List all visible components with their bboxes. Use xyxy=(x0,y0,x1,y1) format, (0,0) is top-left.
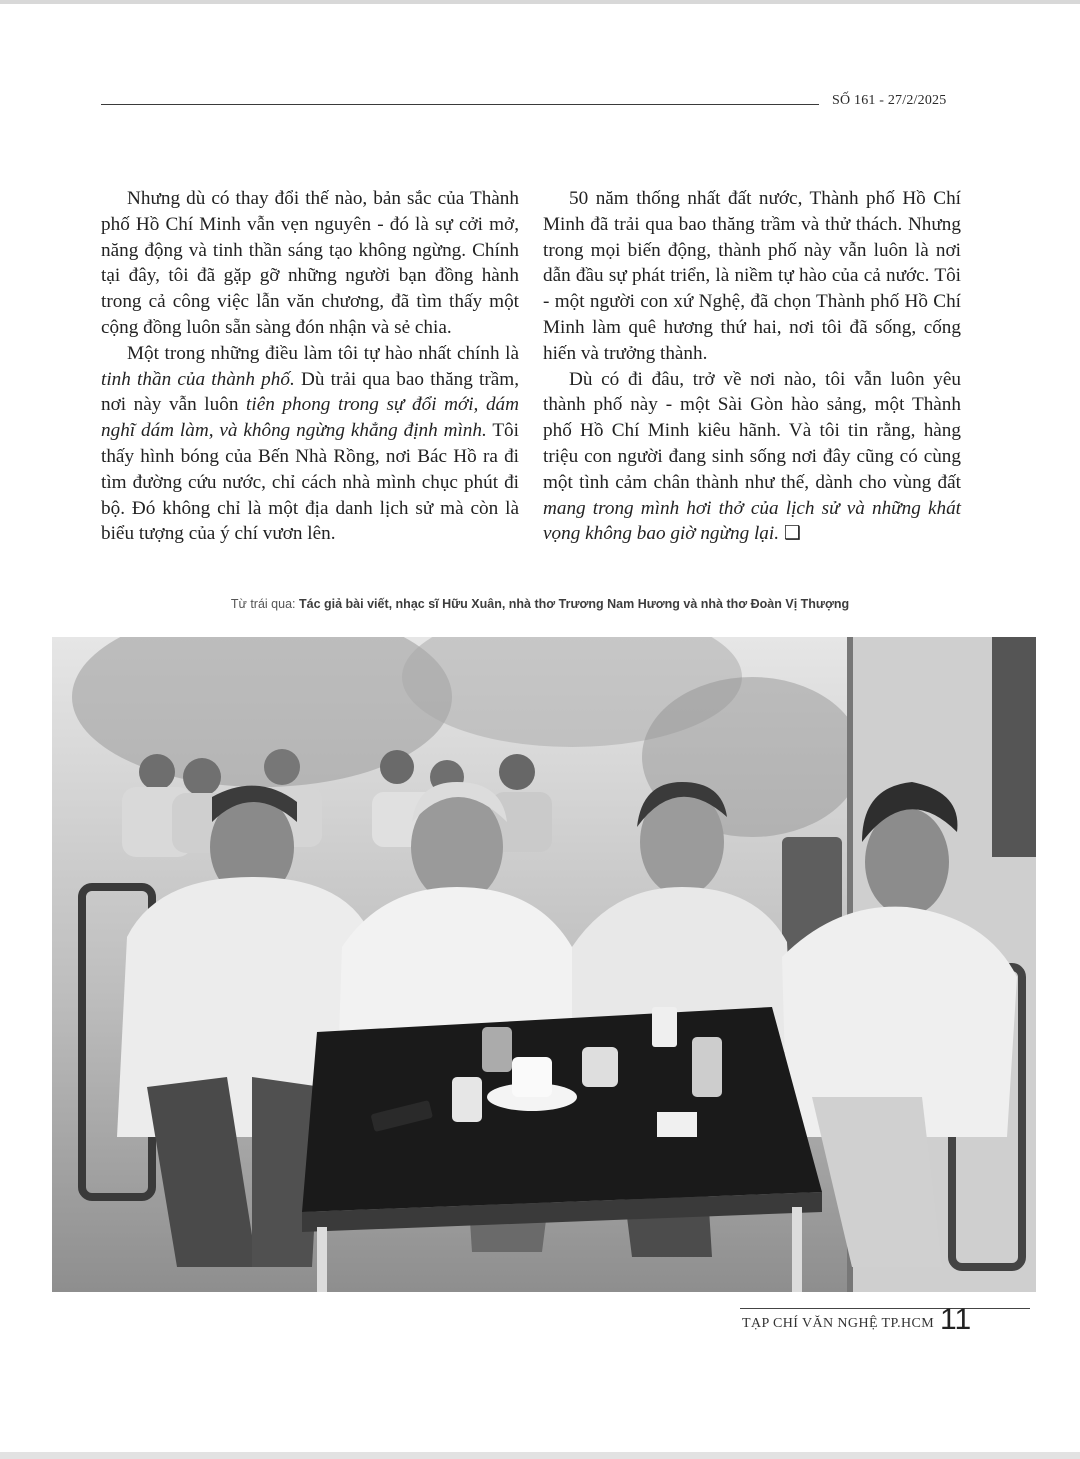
caption-text: Tác giả bài viết, nhạc sĩ Hữu Xuân, nhà thơ Trương Nam Hương và nhà thơ Đoàn Vị Thượng xyxy=(298,597,850,611)
italic-text: mang trong mình hơi thở của lịch sử và những khát vọng không bao giờ ngừng lại. xyxy=(543,497,961,545)
italic-text: tinh thần của thành phố. xyxy=(101,368,295,390)
bottom-edge xyxy=(0,1452,1080,1459)
footer-rule xyxy=(740,1308,1030,1309)
caption-prefix: Từ trái qua: xyxy=(230,597,299,611)
text-run: Nhưng dù có thay đổi thế nào, bản sắc của Thành phố Hồ Chí Minh vẫn vẹn nguyên - đó là sự cởi mở, năng động và tinh thần sáng tạo không ngừng. Chính tại đây, tôi đã gặp gỡ những người bạn đồng hành trong cả công việc lẫn văn chương, đã tìm thấy một cộng đồng luôn sẵn sàng đón nhận và sẻ chia. xyxy=(101,188,519,338)
text-run: Tôi thấy hình bóng của Bến Nhà Rồng, nơi Bác Hồ ra đi tìm đường cứu nước, chỉ cách nhà mình chục phút đi bộ. Đó không chỉ là một địa danh lịch sử mà còn là biểu tượng của ý chí vươn lên. xyxy=(101,420,519,545)
page-number: 11 xyxy=(940,1303,972,1336)
top-edge xyxy=(0,0,1080,4)
article-left-column xyxy=(101,186,519,547)
article-right-column xyxy=(543,186,961,547)
issue-label: SỐ 161 - 27/2/2025 xyxy=(832,93,947,108)
magazine-title: TẠP CHÍ VĂN NGHỆ TP.HCM xyxy=(742,1316,935,1331)
paragraph xyxy=(101,341,519,547)
text-run: Một trong những điều làm tôi tự hào nhất chính là xyxy=(127,342,519,364)
text-run: ❑ xyxy=(779,523,802,545)
paragraph xyxy=(543,367,961,548)
group-photo xyxy=(52,637,1036,1292)
italic-text: tiên phong trong sự đổi mới, dám nghĩ dám làm, và không ngừng khẳng định mình. xyxy=(101,394,520,442)
paragraph xyxy=(101,186,519,341)
text-run: Dù có đi đâu, trở về nơi nào, tôi vẫn luôn yêu thành phố này - một Sài Gòn hào sảng, một Thành phố Hồ Chí Minh kiêu hãnh. Và tôi tin rằng, hàng triệu con người đang sinh sống nơi đây cũng có cùng một tình cảm chân thành như thế, dành cho vùng đất xyxy=(543,368,961,493)
text-run: Dù trải qua bao thăng trầm, nơi này vẫn luôn xyxy=(101,368,519,416)
text-run: 50 năm thống nhất đất nước, Thành phố Hồ Chí Minh đã trải qua bao thăng trầm và thử thách. Nhưng trong mọi biến động, thành phố này vẫn luôn là nơi dẫn đầu sự phát triển, là niềm tự hào của cả nước. Tôi - một người con xứ Nghệ, đã chọn Thành phố Hồ Chí Minh làm quê hương thứ hai, nơi tôi đã sống, cống hiến và trưởng thành. xyxy=(543,188,961,364)
photo-caption xyxy=(0,597,1080,611)
paragraph xyxy=(543,186,961,367)
header-rule xyxy=(101,104,819,105)
